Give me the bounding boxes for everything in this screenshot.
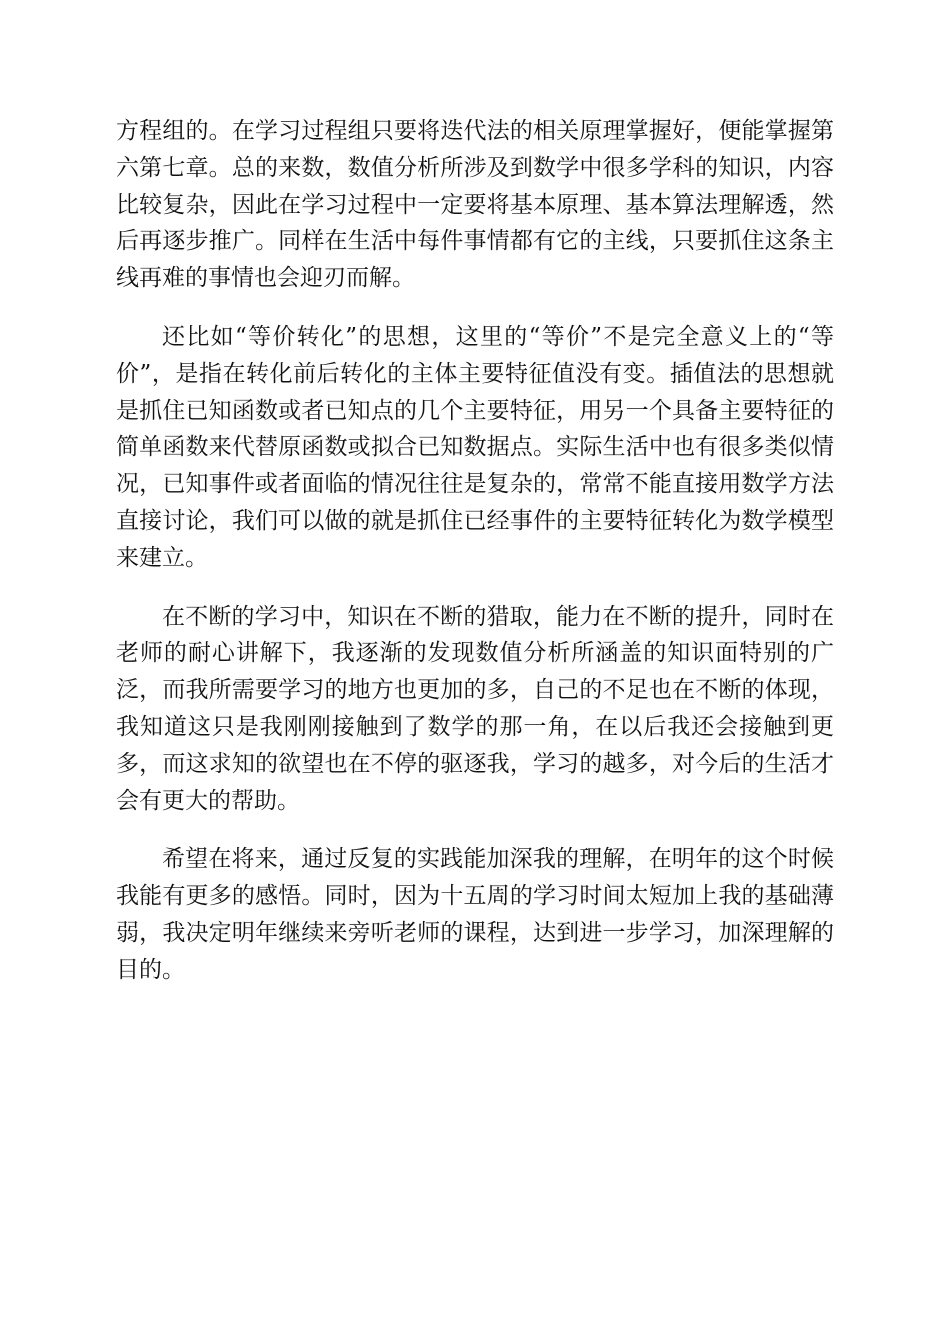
paragraph-4: 希望在将来，通过反复的实践能加深我的理解，在明年的这个时候我能有更多的感悟。同时，因为十五周的学习时间太短加上我的基础薄弱，我决定明年继续来旁听老师的课程，达到进一步学习，加深理解的目的。 (116, 846, 834, 983)
paragraph-3: 在不断的学习中，知识在不断的猎取，能力在不断的提升，同时在老师的耐心讲解下，我逐渐的发现数值分析所涵盖的知识面特别的广泛，而我所需要学习的地方也更加的多，自己的不足也在不断的体现，我知道这只是我刚刚接触到了数学的那一角，在以后我还会接触到更多，而这求知的欲望也在不停的驱逐我，学习的越多，对今后的生活才会有更大的帮助。 (116, 603, 834, 814)
document-body (116, 113, 834, 1011)
paragraph-2: 还比如“等价转化”的思想，这里的“等价”不是完全意义上的“等价”，是指在转化前后转化的主体主要特征值没有变。插值法的思想就是抓住已知函数或者已知点的几个主要特征，用另一个具备主要特征的简单函数来代替原函数或拟合已知数据点。实际生活中也有很多类似情况，已知事件或者面临的情况往往是复杂的，常常不能直接用数学方法直接讨论，我们可以做的就是抓住已经事件的主要特征转化为数学模型来建立。 (116, 323, 834, 571)
paragraph-1: 方程组的。在学习过程组只要将迭代法的相关原理掌握好，便能掌握第六第七章。总的来数，数值分析所涉及到数学中很多学科的知识，内容比较复杂，因此在学习过程中一定要将基本原理、基本算法理解透，然后再逐步推广。同样在生活中每件事情都有它的主线，只要抓住这条主线再难的事情也会迎刃而解。 (116, 118, 834, 292)
